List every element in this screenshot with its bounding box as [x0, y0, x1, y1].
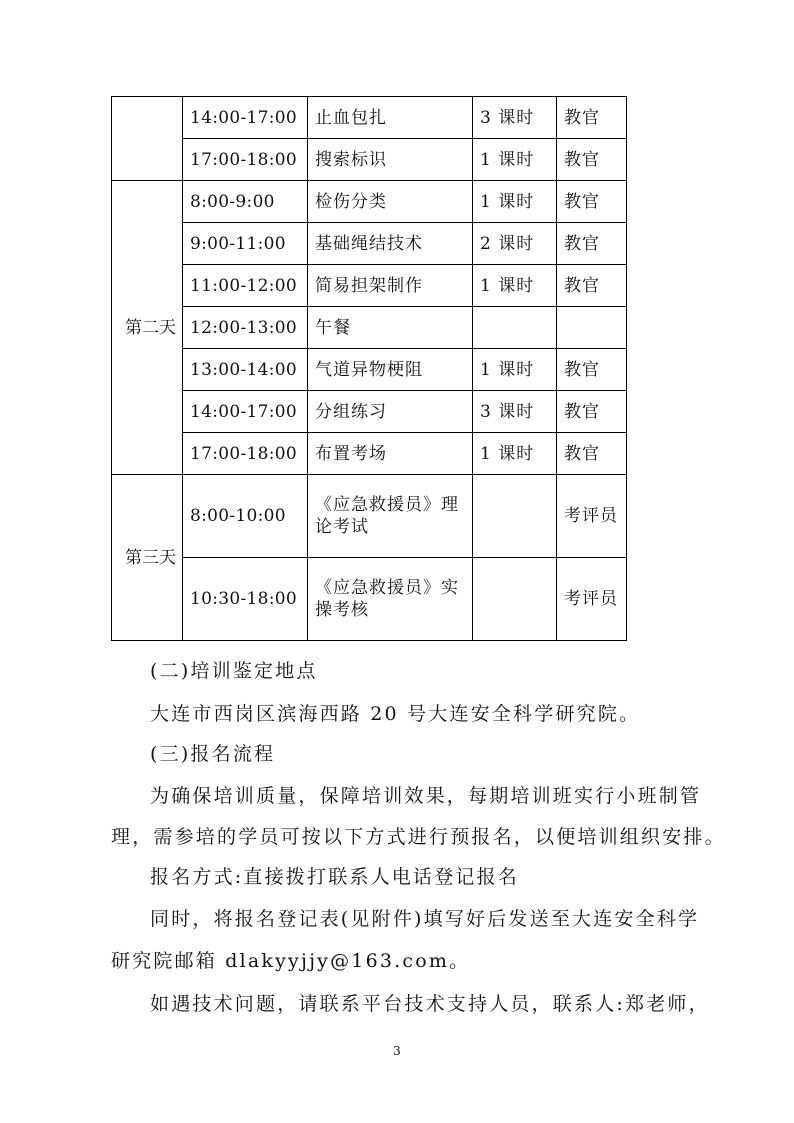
- table-row: [112, 349, 627, 391]
- paragraph-line: 为确保培训质量，保障培训效果，每期培训班实行小班制管: [150, 785, 702, 807]
- course-cell: 气道异物梗阻: [308, 349, 473, 391]
- hours-cell: 3 课时: [473, 97, 557, 139]
- teacher-cell: 教官: [557, 139, 627, 181]
- course-cell: 午餐: [308, 307, 473, 349]
- time-cell: 17:00-18:00: [183, 139, 308, 181]
- table-row: [112, 433, 627, 475]
- hours-cell: 1 课时: [473, 349, 557, 391]
- time-cell: 14:00-17:00: [183, 97, 308, 139]
- registration-method-text: 报名方式:直接拨打联系人电话登记报名: [150, 866, 520, 888]
- day-cell: 第三天: [112, 475, 183, 641]
- teacher-cell: 教官: [557, 223, 627, 265]
- page-number: 3: [393, 1044, 401, 1058]
- hours-cell: [473, 558, 557, 641]
- table-row: [112, 558, 627, 641]
- section-heading-process: (三)报名流程: [150, 743, 276, 765]
- hours-cell: 1 课时: [473, 181, 557, 223]
- course-cell: 基础绳结技术: [308, 223, 473, 265]
- course-cell: 搜索标识: [308, 139, 473, 181]
- teacher-cell: 考评员: [557, 475, 627, 558]
- training-schedule-table: [111, 96, 627, 641]
- teacher-cell: [557, 307, 627, 349]
- hours-cell: 2 课时: [473, 223, 557, 265]
- day-cell-continued: [112, 97, 183, 181]
- teacher-cell: 教官: [557, 391, 627, 433]
- time-cell: 11:00-12:00: [183, 265, 308, 307]
- time-cell: 8:00-10:00: [183, 475, 308, 558]
- location-text: 大连市西岗区滨海西路 20 号大连安全科学研究院。: [150, 703, 641, 725]
- table-row: [112, 391, 627, 433]
- section-heading-location: (二)培训鉴定地点: [150, 660, 318, 682]
- course-cell: [308, 475, 473, 558]
- day-cell: 第二天: [112, 181, 183, 475]
- time-cell: 9:00-11:00: [183, 223, 308, 265]
- hours-cell: [473, 475, 557, 558]
- teacher-cell: 教官: [557, 97, 627, 139]
- course-line-1: 《应急救援员》理: [315, 495, 459, 515]
- paragraph-line: 同时，将报名登记表(见附件)填写好后发送至大连安全科学: [150, 908, 700, 930]
- teacher-cell: 考评员: [557, 558, 627, 641]
- course-cell: 分组练习: [308, 391, 473, 433]
- paragraph-line: 研究院邮箱 dlakyyjjy@163.com。: [111, 950, 471, 972]
- time-cell: 17:00-18:00: [183, 433, 308, 475]
- table-row: [112, 223, 627, 265]
- paragraph-line: 如遇技术问题，请联系平台技术支持人员，联系人:郑老师，: [150, 993, 710, 1015]
- course-line-2: 操考核: [315, 600, 369, 620]
- time-cell: 12:00-13:00: [183, 307, 308, 349]
- table-row: [112, 265, 627, 307]
- hours-cell: [473, 307, 557, 349]
- course-cell: [308, 558, 473, 641]
- course-cell: 检伤分类: [308, 181, 473, 223]
- teacher-cell: 教官: [557, 349, 627, 391]
- teacher-cell: 教官: [557, 433, 627, 475]
- time-cell: 13:00-14:00: [183, 349, 308, 391]
- hours-cell: 1 课时: [473, 265, 557, 307]
- table-row: [112, 97, 627, 139]
- course-line-1: 《应急救援员》实: [315, 578, 459, 598]
- time-cell: 10:30-18:00: [183, 558, 308, 641]
- course-cell: 布置考场: [308, 433, 473, 475]
- hours-cell: 1 课时: [473, 433, 557, 475]
- course-cell: 简易担架制作: [308, 265, 473, 307]
- table-row: [112, 139, 627, 181]
- course-cell: 止血包扎: [308, 97, 473, 139]
- paragraph-line: 理，需参培的学员可按以下方式进行预报名，以便培训组织安排。: [111, 826, 726, 848]
- table-row: [112, 307, 627, 349]
- time-cell: 8:00-9:00: [183, 181, 308, 223]
- time-cell: 14:00-17:00: [183, 391, 308, 433]
- table-row: [112, 181, 627, 223]
- course-line-2: 论考试: [315, 517, 369, 537]
- teacher-cell: 教官: [557, 181, 627, 223]
- hours-cell: 3 课时: [473, 391, 557, 433]
- hours-cell: 1 课时: [473, 139, 557, 181]
- table-row: [112, 475, 627, 558]
- teacher-cell: 教官: [557, 265, 627, 307]
